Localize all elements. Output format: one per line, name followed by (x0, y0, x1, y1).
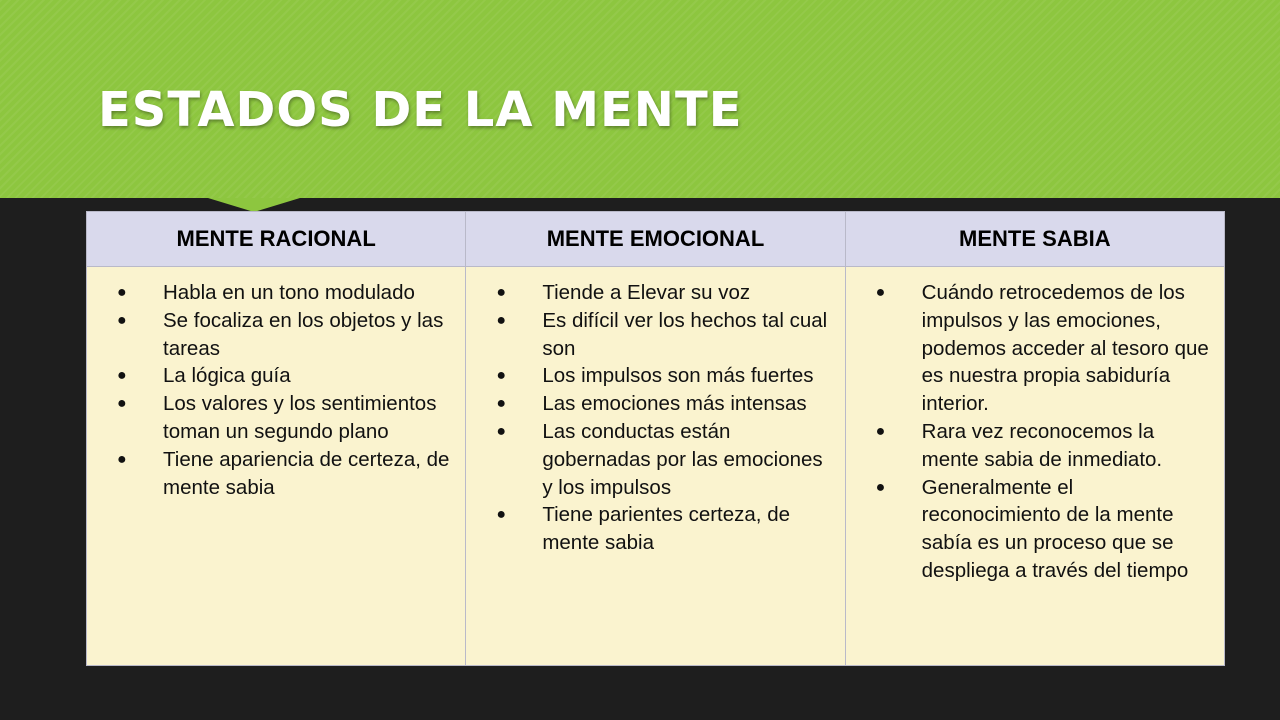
list-item-text: Las conductas están gobernadas por las emociones y los impulsos (542, 419, 823, 499)
bullet-icon: ● (496, 506, 506, 524)
list-item (488, 307, 834, 363)
comparison-table (86, 211, 1225, 666)
list-item-text: La lógica guía (163, 364, 291, 388)
list-item-text: Es difícil ver los hechos tal cual son (542, 308, 828, 360)
column-cell-sabia (845, 267, 1224, 666)
list-item (488, 279, 834, 307)
list-item-text: Tiene parientes certeza, de mente sabia (542, 503, 790, 555)
list-item (109, 279, 455, 307)
bullet-icon: ● (496, 367, 506, 385)
bullet-icon: ● (496, 422, 506, 440)
column-header-racional: MENTE RACIONAL (87, 212, 466, 267)
states-table (86, 211, 1225, 666)
list-item (488, 418, 834, 501)
list-item (868, 279, 1214, 418)
bullet-icon: ● (496, 284, 506, 301)
bullet-icon: ● (117, 284, 127, 301)
list-item-text: Cuándo retrocedemos de los impulsos y las emociones, podemos acceder al tesoro que es nuestra propia sabiduría interior. (921, 281, 1209, 416)
bullet-icon: ● (875, 422, 886, 440)
bullet-icon: ● (496, 311, 506, 329)
bullet-icon: ● (875, 284, 886, 301)
bullet-icon: ● (117, 311, 127, 329)
sabia-list (868, 279, 1214, 585)
bullet-icon: ● (117, 395, 127, 413)
list-item-text: Tiende a Elevar su voz (542, 281, 751, 304)
list-item (488, 362, 834, 390)
list-item-text: Rara vez reconocemos la mente sabia de inmediato. (921, 419, 1163, 471)
banner-notch (208, 198, 300, 212)
list-item (868, 418, 1214, 474)
slide-title: ESTADOS DE LA MENTE (98, 82, 743, 138)
list-item (109, 446, 455, 502)
racional-list (109, 279, 455, 501)
header-row (87, 212, 1225, 267)
emocional-list (488, 279, 834, 557)
list-item-text: Los impulsos son más fuertes (542, 364, 814, 388)
bullet-icon: ● (117, 450, 127, 468)
bullet-icon: ● (496, 395, 506, 413)
list-item-text: Generalmente el reconocimiento de la mente sabía es un proceso que se despliega a través del tiempo (921, 475, 1189, 582)
list-item (109, 390, 455, 446)
list-item (488, 501, 834, 557)
list-item-text: Las emociones más intensas (542, 392, 807, 416)
column-header-sabia: MENTE SABIA (845, 212, 1224, 267)
bullet-icon: ● (875, 478, 886, 496)
content-row (87, 267, 1225, 666)
list-item (488, 390, 834, 418)
list-item (109, 307, 455, 363)
column-cell-emocional (466, 267, 845, 666)
list-item-text: Tiene apariencia de certeza, de mente sabia (163, 447, 450, 499)
list-item (868, 474, 1214, 585)
bullet-icon: ● (117, 367, 127, 385)
column-cell-racional (87, 267, 466, 666)
list-item-text: Habla en un tono modulado (163, 281, 415, 304)
list-item-text: Los valores y los sentimientos toman un segundo plano (163, 392, 437, 443)
column-header-emocional: MENTE EMOCIONAL (466, 212, 845, 267)
list-item (109, 362, 455, 390)
list-item-text: Se focaliza en los objetos y las tareas (163, 308, 444, 360)
